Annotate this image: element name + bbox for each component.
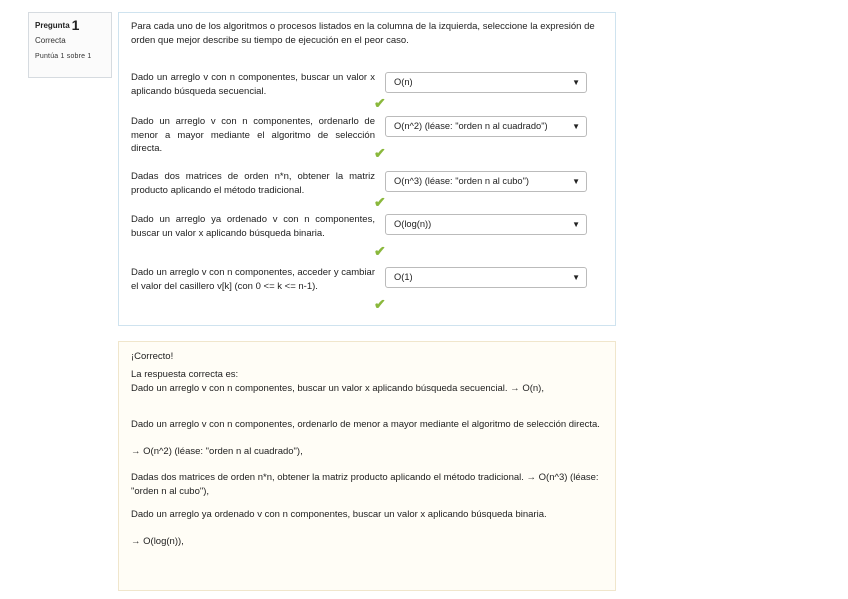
answer-select-1[interactable]: [385, 72, 587, 93]
feedback-answer-item: Dado un arreglo v con n componentes, ordenarlo de menor a mayor mediante el algoritmo de selección directa.: [131, 419, 600, 430]
feedback-answer-item: → O(log(n)),: [131, 536, 184, 547]
correct-check-icon: ✔: [374, 95, 386, 111]
feedback-answer-item: Dado un arreglo v con n componentes, buscar un valor x aplicando búsqueda secuencial. → O(n),: [131, 383, 544, 394]
dropdown-arrow-icon: ▼: [572, 220, 580, 229]
answer-select-value: O(1): [394, 272, 413, 282]
match-row-label: Dado un arreglo v con n componentes, ordenarlo de menor a mayor mediante el algoritmo de selección directa.: [131, 116, 375, 154]
dropdown-arrow-icon: ▼: [572, 177, 580, 186]
question-text: Para cada uno de los algoritmos o procesos listados en la columna de la izquierda, seleccione la expresión de orden que mejor describe su tiempo de ejecución en el peor caso.: [131, 21, 595, 46]
question-number: [35, 17, 105, 33]
feedback-answer-item: Dadas dos matrices de orden n*n, obtener la matriz producto aplicando el método tradicional. → O(n^3) (léase: "orden n al cubo"),: [131, 472, 599, 497]
question-label: Pregunta: [35, 21, 70, 30]
answer-select-5[interactable]: [385, 267, 587, 288]
correct-check-icon: ✔: [374, 296, 386, 312]
match-row-label: Dadas dos matrices de orden n*n, obtener la matriz producto aplicando el método tradicional.: [131, 171, 375, 196]
question-number-value: 1: [71, 17, 80, 33]
correct-check-icon: ✔: [374, 145, 386, 161]
question-state: Correcta: [35, 36, 66, 45]
feedback-panel: [118, 341, 616, 591]
answer-select-value: O(n): [394, 77, 413, 87]
match-row-label: Dado un arreglo v con n componentes, buscar un valor x aplicando búsqueda secuencial.: [131, 72, 375, 97]
answer-select-value: O(n^2) (léase: "orden n al cuadrado"): [394, 121, 548, 131]
question-score: Puntúa 1 sobre 1: [35, 53, 92, 60]
answer-select-value: O(log(n)): [394, 219, 432, 229]
question-panel: [118, 12, 616, 326]
question-info-panel: [28, 12, 112, 78]
feedback-answer-item: → O(n^2) (léase: "orden n al cuadrado"),: [131, 446, 303, 457]
correct-check-icon: ✔: [374, 194, 386, 210]
feedback-answer-item: Dado un arreglo ya ordenado v con n componentes, buscar un valor x aplicando búsqueda binaria.: [131, 509, 547, 520]
correct-check-icon: ✔: [374, 243, 386, 259]
dropdown-arrow-icon: ▼: [572, 273, 580, 282]
feedback-result: ¡Correcto!: [131, 351, 174, 362]
dropdown-arrow-icon: ▼: [572, 122, 580, 131]
answer-select-2[interactable]: [385, 116, 587, 137]
answer-select-value: O(n^3) (léase: "orden n al cubo"): [394, 176, 529, 186]
dropdown-arrow-icon: ▼: [572, 78, 580, 87]
match-row-label: Dado un arreglo ya ordenado v con n componentes, buscar un valor x aplicando búsqueda binaria.: [131, 214, 375, 239]
feedback-intro: La respuesta correcta es:: [131, 369, 239, 380]
match-row-label: Dado un arreglo v con n componentes, acceder y cambiar el valor del casillero v[k] (con 0 <= k <= n-1).: [131, 267, 375, 292]
answer-select-4[interactable]: [385, 214, 587, 235]
answer-select-3[interactable]: [385, 171, 587, 192]
